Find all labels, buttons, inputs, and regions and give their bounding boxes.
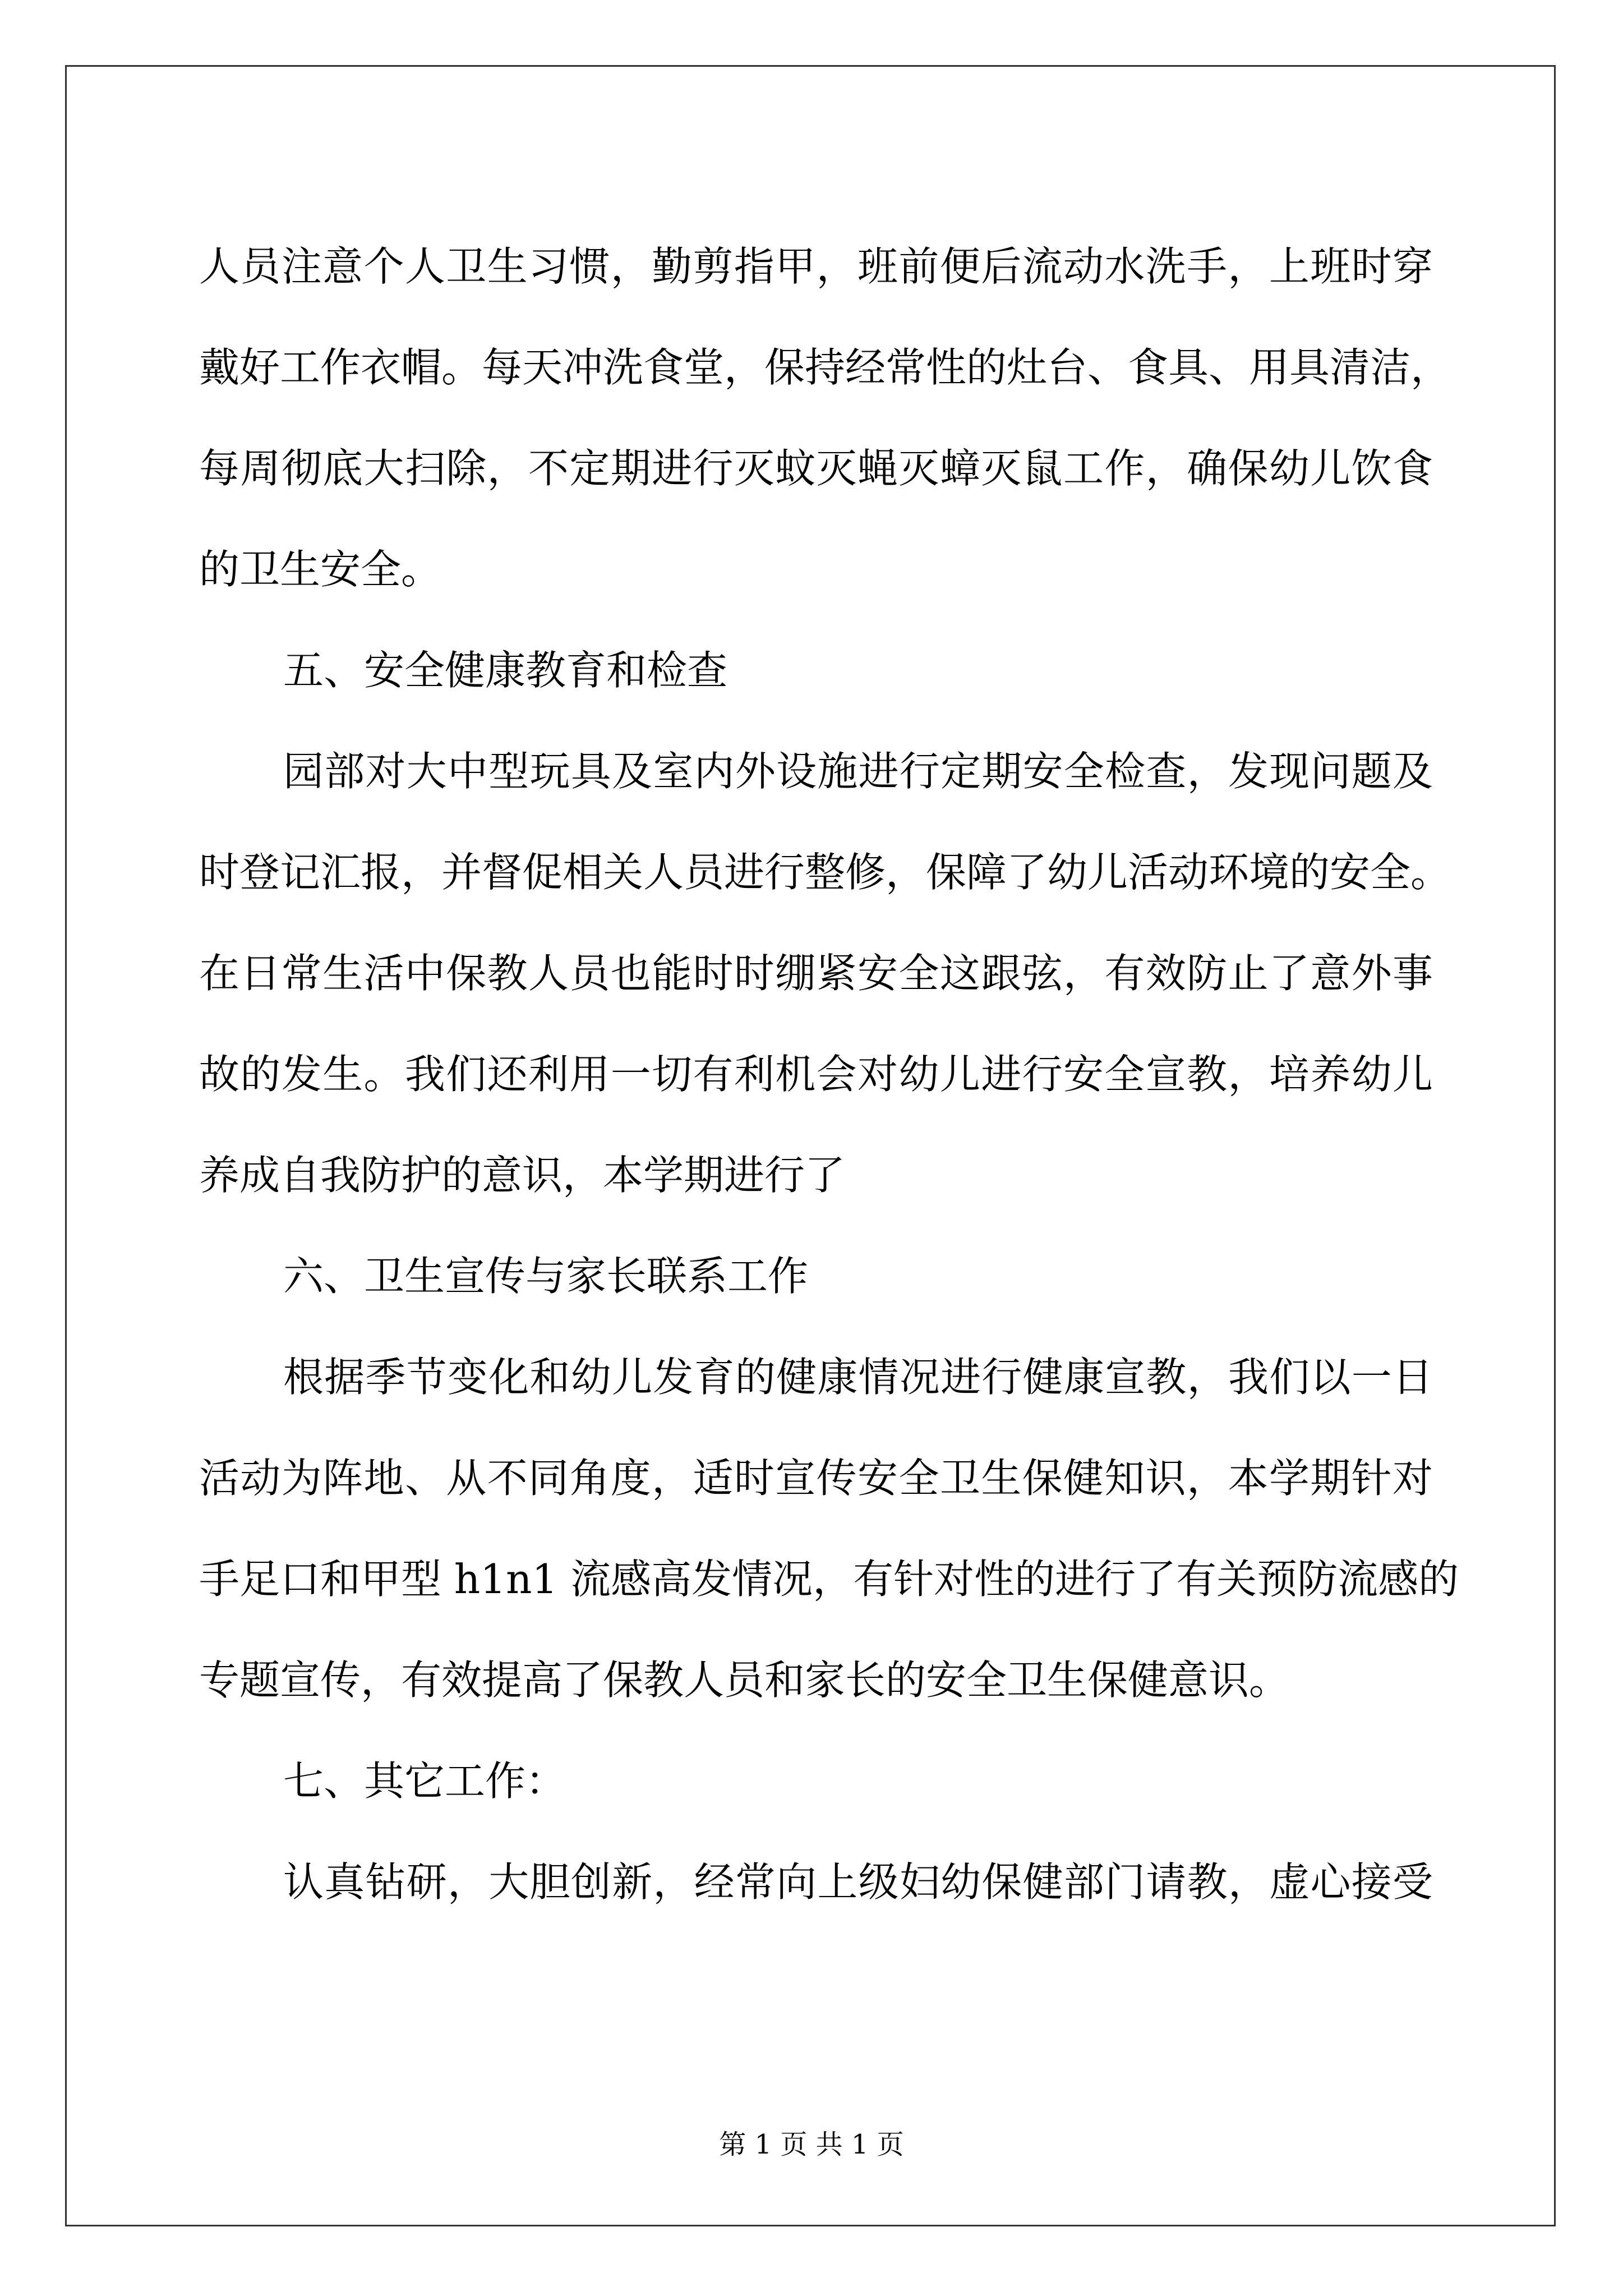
paragraph-line: 专题宣传，有效提高了保教人员和家长的安全卫生保健意识。 <box>199 1657 1290 1704</box>
paragraph-line: 手足口和甲型 h1n1 流感高发情况，有针对性的进行了有关预防流感的 <box>199 1556 1459 1603</box>
page-number-footer: 第 1 页 共 1 页 <box>719 2129 904 2160</box>
paragraph-line: 园部对大中型玩具及室内外设施进行定期安全检查，发现问题及 <box>283 748 1433 795</box>
paragraph-line: 故的发生。我们还利用一切有利机会对幼儿进行安全宣教，培养幼儿 <box>199 1051 1433 1098</box>
section-heading: 七、其它工作： <box>283 1757 566 1805</box>
document-body <box>199 216 1459 1932</box>
paragraph-line: 人员注意个人卫生习惯，勤剪指甲，班前便后流动水洗手，上班时穿 <box>199 243 1433 290</box>
paragraph-line: 活动为阵地、从不同角度，适时宣传安全卫生保健知识，本学期针对 <box>199 1455 1433 1502</box>
paragraph-line: 时登记汇报，并督促相关人员进行整修，保障了幼儿活动环境的安全。 <box>199 849 1451 896</box>
paragraph-line: 的卫生安全。 <box>199 546 442 593</box>
paragraph-line: 养成自我防护的意识，本学期进行了 <box>199 1152 846 1199</box>
paragraph-line: 认真钻研，大胆创新，经常向上级妇幼保健部门请教，虚心接受 <box>283 1858 1433 1906</box>
paragraph-line: 每周彻底大扫除，不定期进行灭蚊灭蝇灭蟑灭鼠工作，确保幼儿饮食 <box>199 445 1433 492</box>
paragraph-line: 戴好工作衣帽。每天冲洗食堂，保持经常性的灶台、食具、用具清洁， <box>199 344 1451 391</box>
section-heading: 五、安全健康教育和检查 <box>283 647 728 694</box>
section-heading: 六、卫生宣传与家长联系工作 <box>283 1253 809 1300</box>
paragraph-line: 根据季节变化和幼儿发育的健康情况进行健康宣教，我们以一日 <box>283 1354 1433 1401</box>
paragraph-line: 在日常生活中保教人员也能时时绷紧安全这跟弦，有效防止了意外事 <box>199 950 1433 997</box>
